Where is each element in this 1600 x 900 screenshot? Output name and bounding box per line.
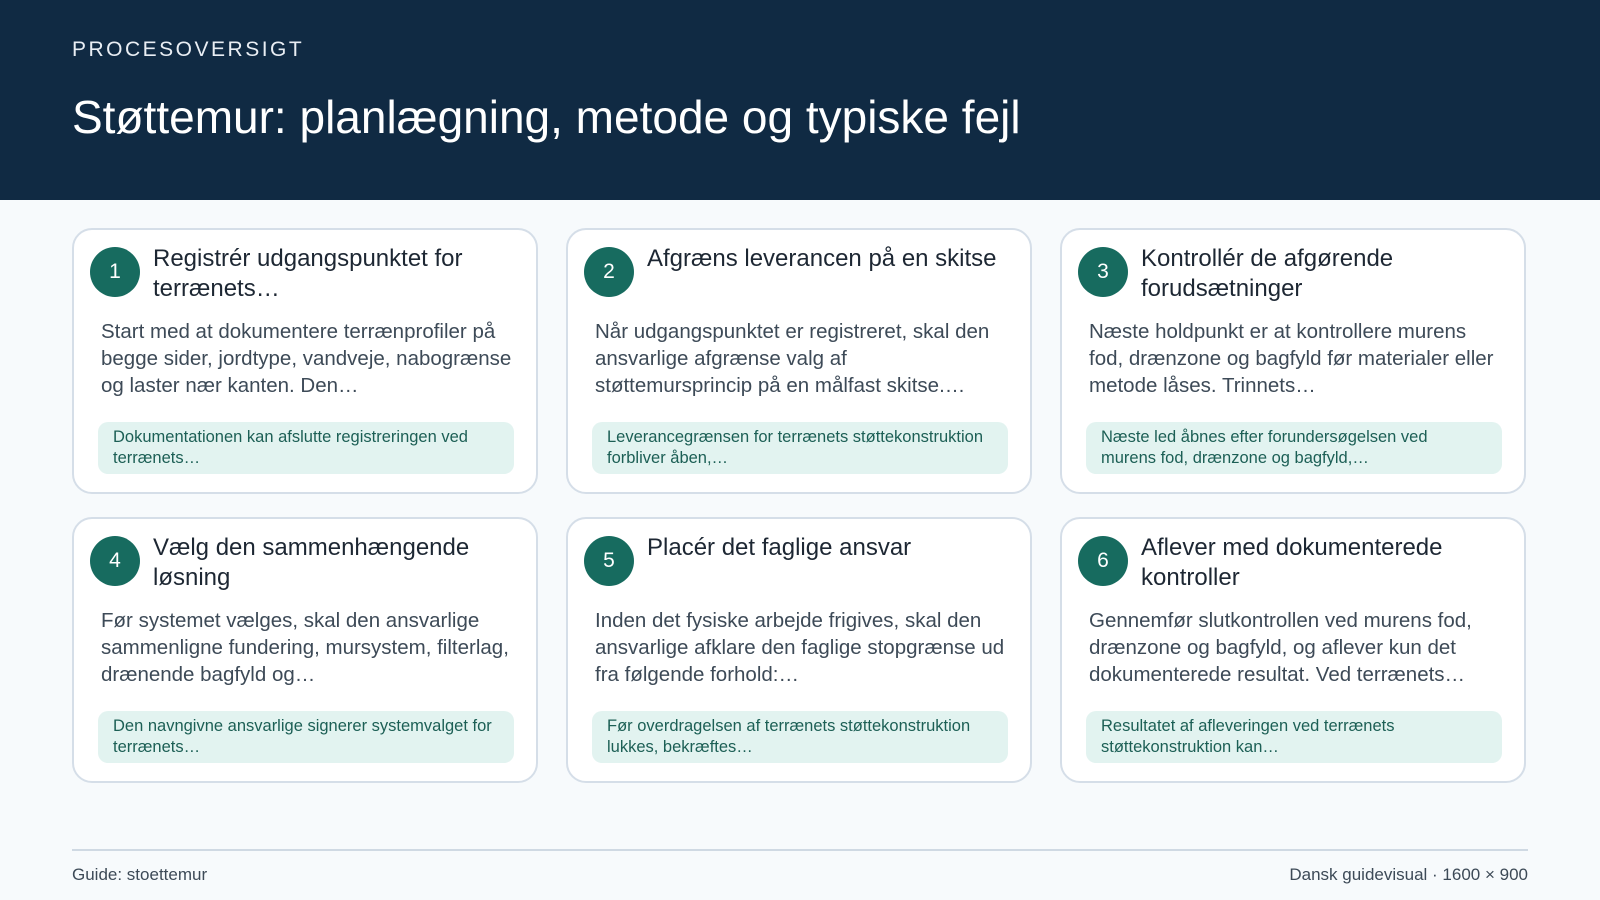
step-number-badge: 6 <box>1078 536 1128 586</box>
step-description: Når udgangspunktet er registreret, skal den ansvarlige afgrænse valg af støttemursprincip på en målfast skitse.… <box>595 320 990 397</box>
footer-guide-label: Guide: stoettemur <box>72 865 208 884</box>
step-description: Start med at dokumentere terrænprofiler på begge sider, jordtype, vandveje, nabogrænse og laster nær kanten. Den… <box>101 320 512 397</box>
step-note: Før overdragelsen af terrænets støttekonstruktion lukkes, bekræftes… <box>592 711 1008 763</box>
step-card-3 <box>1060 228 1526 494</box>
step-description: Næste holdpunkt er at kontrollere murens fod, drænzone og bagfyld før materialer eller metode låses. Trinnets… <box>1089 320 1494 397</box>
footer-format-label: Dansk guidevisual · 1600 × 900 <box>1289 865 1528 884</box>
step-title: Placér det faglige ansvar <box>647 534 912 561</box>
step-card-6 <box>1060 517 1526 783</box>
step-title: Vælg den sammenhængende løsning <box>153 534 470 591</box>
step-number-badge: 3 <box>1078 247 1128 297</box>
step-number-badge: 4 <box>90 536 140 586</box>
step-note: Resultatet af afleveringen ved terrænets støttekonstruktion kan… <box>1086 711 1502 763</box>
header-banner <box>0 0 1600 200</box>
page-title: Støttemur: planlægning, metode og typiske fejl <box>72 91 1021 143</box>
step-title: Afgræns leverancen på en skitse <box>647 245 997 272</box>
step-number-badge: 2 <box>584 247 634 297</box>
step-grid <box>72 228 1526 783</box>
step-card-5 <box>566 517 1032 783</box>
step-title: Registrér udgangspunktet for terrænets… <box>153 245 463 302</box>
step-description: Inden det fysiske arbejde frigives, skal den ansvarlige afklare den faglige stopgrænse ud fra følgende forhold:… <box>595 609 1005 686</box>
step-note: Leverancegrænsen for terrænets støttekonstruktion forbliver åben,… <box>592 422 1008 474</box>
step-card-4 <box>72 517 538 783</box>
step-title: Aflever med dokumenterede kontroller <box>1141 534 1443 591</box>
footer-divider <box>72 849 1528 851</box>
step-card-1 <box>72 228 538 494</box>
step-card-2 <box>566 228 1032 494</box>
eyebrow-label: PROCESOVERSIGT <box>72 38 305 61</box>
step-description: Før systemet vælges, skal den ansvarlige sammenligne fundering, mursystem, filterlag, drænende bagfyld og… <box>101 609 509 686</box>
step-number-badge: 1 <box>90 247 140 297</box>
step-title: Kontrollér de afgørende forudsætninger <box>1141 245 1394 302</box>
step-note: Næste led åbnes efter forundersøgelsen ved murens fod, drænzone og bagfyld,… <box>1086 422 1502 474</box>
step-description: Gennemfør slutkontrollen ved murens fod, drænzone og bagfyld, og aflever kun det dokumenterede resultat. Ved terrænets… <box>1089 609 1472 686</box>
step-number-badge: 5 <box>584 536 634 586</box>
step-note: Den navngivne ansvarlige signerer systemvalget for terrænets… <box>98 711 514 763</box>
step-note: Dokumentationen kan afslutte registreringen ved terrænets… <box>98 422 514 474</box>
